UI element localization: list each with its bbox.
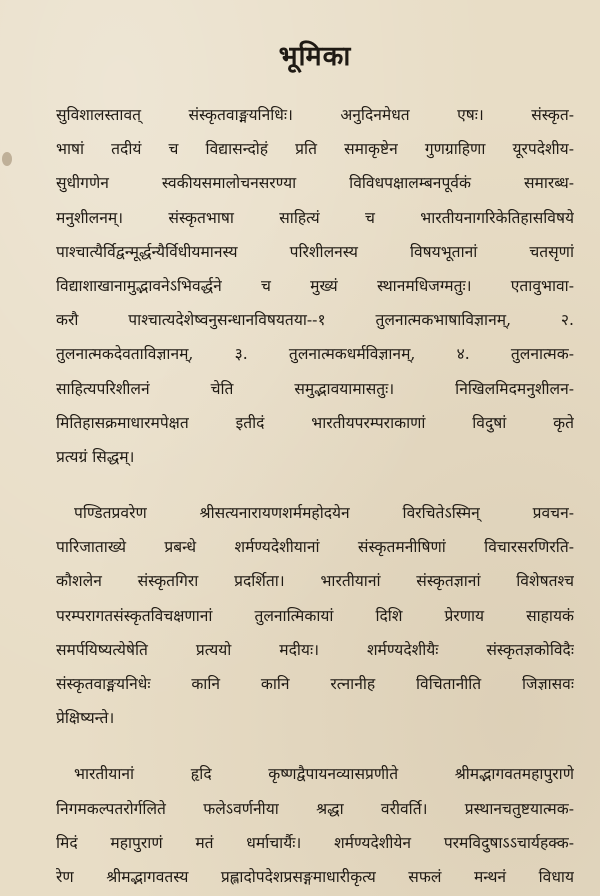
text-line: सुविशालस्तावत् संस्कृतवाङ्मयनिधिः। अनुदिनमेधत एषः। संस्कृत-	[56, 106, 574, 124]
text-line: निगमकल्पतरोर्गलिते फलेऽवर्णनीया श्रद्धा वरीवर्ति। प्रस्थानचतुष्टयात्मक-	[56, 799, 574, 818]
text-line: मनुशीलनम्। संस्कृतभाषा साहित्यं च भारतीयनागरिकेतिहासविषये	[56, 208, 574, 227]
text-line: पाश्चात्यैर्विद्वन्मूर्द्धन्यैर्विधीयमानस्य परिशीलनस्य विषयभूतानां चतसृणां	[56, 242, 574, 261]
text-line: विद्याशाखानामुद्भावनेऽभिवर्द्धने च मुख्यं स्थानमधिजग्मतुः। एतावुभावा-	[56, 276, 574, 295]
text-line: मिदं महापुराणं मतं धर्माचार्यैः। शर्मण्यदेशीयेन परमविदुषाऽऽचार्यहक्क-	[56, 833, 574, 852]
paragraph-1	[56, 98, 574, 474]
text-line: कौशलेन संस्कृतगिरा प्रदर्शिता। भारतीयानां संस्कृतज्ञानां विशेषतश्च	[56, 572, 574, 591]
text-line: भाषां तदीयं च विद्यासन्दोहं प्रति समाकृष्टेन गुणग्राहिणा यूरपदेशीय-	[56, 140, 574, 159]
text-line: करौ पाश्चात्यदेशेष्वनुसन्धानविषयतया--१ तुलनात्मकभाषाविज्ञानम्, २.	[56, 311, 574, 330]
text-line: रेण श्रीमद्भागवतस्य प्रह्लादोपदेशप्रसङ्गमाधारीकृत्य सफलं मन्थनं विधाय	[56, 867, 574, 886]
text-line: प्रत्यग्रं सिद्धम्।	[56, 447, 135, 466]
paragraph-2	[56, 496, 574, 735]
text-line: समर्पयिष्यत्येषेति प्रत्ययो मदीयः। शर्मण्यदेशीयैः संस्कृतज्ञकोविदैः	[56, 640, 574, 659]
text-line: तुलनात्मकदेवताविज्ञानम्, ३. तुलनात्मकधर्मविज्ञानम्, ४. तुलनात्मक-	[56, 345, 574, 364]
text-line: पण्डितप्रवरेण श्रीसत्यनारायणशर्ममहोदयेन विरचितेऽस्मिन् प्रवचन-	[74, 504, 574, 523]
text-line: साहित्यपरिशीलनं चेति समुद्भावयामासतुः। निखिलमिदमनुशीलन-	[56, 379, 574, 398]
text-line: मितिहासक्रमाधारमपेक्षत इतीदं भारतीयपरम्पराकाणां विदुषां कृते	[56, 413, 574, 432]
text-line: भारतीयानां हृदि कृष्णद्वैपायनव्यासप्रणीते श्रीमद्भागवतमहापुराणे	[74, 765, 574, 784]
text-line: पारिजाताख्ये प्रबन्धे शर्मण्यदेशीयानां संस्कृतमनीषिणां विचारसरणिरति-	[56, 538, 574, 557]
page-title: भूमिका	[278, 41, 352, 72]
paragraph-3	[56, 757, 574, 894]
text-line: संस्कृतवाङ्मयनिधेः कानि कानि रत्नानीह विचितानीति जिज्ञासवः	[56, 675, 574, 693]
text-line: प्रेक्षिष्यन्ते।	[56, 709, 115, 728]
text-line: परम्परागतसंस्कृतविचक्षणानां तुलनात्मिकायां दिशि प्रेरणाय साहायकं	[56, 606, 574, 625]
text-line: सुधीगणेन स्वकीयसमालोचनसरण्या विविधपक्षालम्बनपूर्वकं समारब्ध-	[56, 174, 574, 193]
